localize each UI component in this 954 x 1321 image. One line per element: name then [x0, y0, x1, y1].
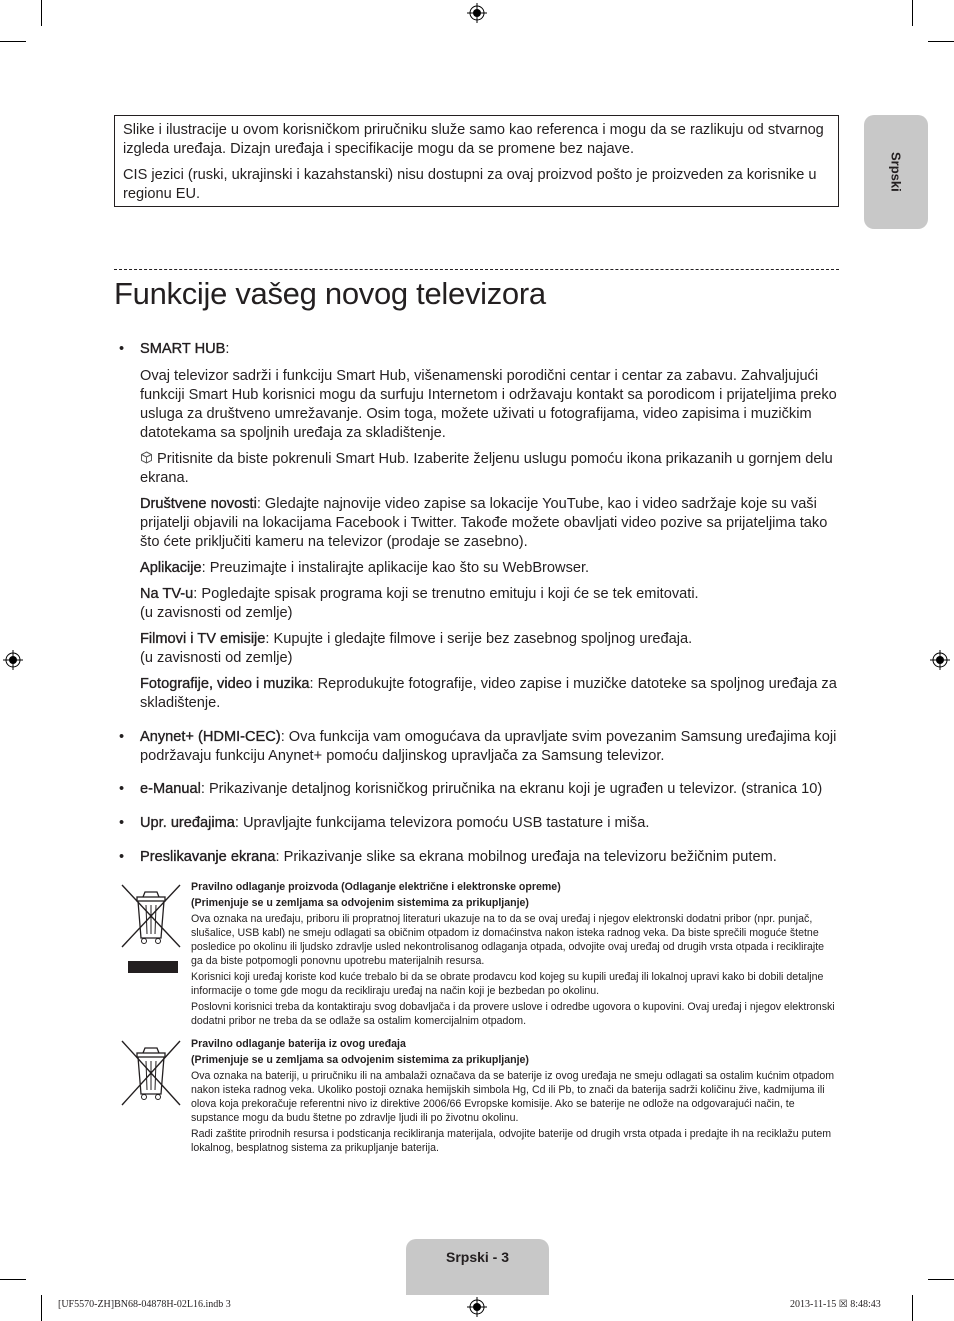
disposal-paragraph: Korisnici koji uređaj koriste kod kuće trebalo bi da se obrate prodavcu kod kojeg su kupili uređaj ili lokalnoj upravi kako bi dobili detaljne informacije o tome gde mogu da recikliraju uređaj na način koji je bezbedan po okolinu. — [191, 971, 824, 997]
feature-term: Upr. uređajima — [140, 815, 235, 831]
registration-mark-icon — [3, 650, 23, 670]
page-number: Srpski - 3 — [445, 1249, 510, 1265]
feature-term: Fotografije, video i muzika — [140, 676, 310, 692]
crop-mark — [0, 41, 26, 42]
crop-mark — [41, 0, 42, 26]
list-item — [114, 814, 839, 833]
disposal-subheading: (Primenjuje se u zemljama sa odvojenim sistemima za prikupljanje) — [191, 1054, 529, 1066]
feature-description: : Prikazivanje slike sa ekrana mobilnog uređaja na televizoru bežičnim putem. — [275, 849, 777, 865]
crossed-bin-battery-icon — [120, 1039, 182, 1109]
disposal-paragraph: Ova oznaka na uređaju, priboru ili propratnoj literaturi ukazuje na to da se ovaj uređaj i njegov elektronski dodatni pribor (npr. punjač, slušalice, USB kabl) ne smeju odlagati sa običnim otpadom iz domaćinstva nakon isteka radnog veka. Da biste sprečili moguće štetne posledice po okolinu ili ljudsko zdravlje usled nekontrolisanog odlaganja otpada, odvojite ovaj uređaj od drugih vrsta otpada i reciklirajte ga da biste potpomogli ponovnu upotrebu materijalnih resursa. — [191, 913, 825, 967]
feature-term: Filmovi i TV emisije — [140, 631, 266, 647]
smart-hub-press-text: Pritisnite da biste pokrenuli Smart Hub. Izaberite željenu uslugu pomoću ikona prikazanih u gornjem delu ekrana. — [140, 451, 833, 486]
registration-mark-icon — [467, 3, 487, 23]
crop-mark — [928, 41, 954, 42]
disposal-paragraph: Ova oznaka na bateriji, u priručniku ili na ambalaži označava da se baterije iz ovog uređaja ne smeju odlagati sa ostalim kućnim otpadom nakon isteka radnog veka. Ukoliko postoji oznaka hemijskih simbola Hg, Cd ili Pb, to znači da baterija sadrži količinu žive, kadmijuma ili olova koja prekoračuje referentni nivo iz direktive 2006/66 Evropske komisije. Ako se baterije ne odlože na odgovarajući način, te supstance mogu da budu štetne po zdravlje ljudi ili po životnu okolinu. — [191, 1070, 835, 1124]
feature-term: Aplikacije — [140, 560, 202, 576]
crop-mark — [928, 1279, 954, 1280]
list-item — [114, 340, 839, 713]
feature-term: e-Manual — [140, 781, 201, 797]
feature-term: SMART HUB — [140, 341, 226, 357]
crop-mark — [0, 1279, 26, 1280]
feature-description: : Pogledajte spisak programa koji se trenutno emituju i koji će se tek emitovati. — [193, 586, 699, 602]
feature-term: Društvene novosti — [140, 496, 257, 512]
feature-suffix: : — [225, 341, 230, 357]
disposal-heading: Pravilno odlaganje proizvoda (Odlaganje električne i elektronske opreme) — [191, 881, 561, 893]
feature-description: : Reprodukujte fotografije, video zapise i muzičke datoteke sa spoljnog uređaja za skladištenje. — [140, 676, 837, 711]
print-timestamp: 2013-11-15 ☒ 8:48:43 — [790, 1299, 881, 1310]
feature-note: (u zavisnosti od zemlje) — [140, 605, 293, 621]
crossed-bin-icon — [120, 883, 182, 975]
feature-description: : Gledajte najnovije video zapise sa lokacije YouTube, kao i video sadržaje koje su vaši prijatelji objavili na lokacijama Facebook i Twitter. Takođe možete obavljati video pozive sa prijateljima tako što ćete priključiti kameru na televizor (prodaje se zasebno). — [140, 496, 828, 550]
feature-term: Preslikavanje ekrana — [140, 849, 276, 865]
language-side-tab — [864, 115, 928, 229]
feature-description: : Kupujte i gledajte filmove i serije bez zasebnog spoljnog uređaja. — [265, 631, 693, 647]
registration-mark-icon — [930, 650, 950, 670]
feature-description: : Upravljajte funkcijama televizora pomoću USB tastature i miša. — [234, 815, 650, 831]
side-tab-label: Srpski — [888, 152, 904, 192]
disposal-subheading: (Primenjuje se u zemljama sa odvojenim sistemima za prikupljanje) — [191, 897, 529, 909]
smart-hub-icon — [140, 451, 153, 464]
notice-paragraph: Slike i ilustracije u ovom korisničkom priručniku služe samo kao referenca i mogu da se razlikuju od stvarnog izgleda uređaja. Dizajn uređaja i specifikacije mogu da se promene bez najave. — [123, 122, 824, 157]
page-title: Funkcije vašeg novog televizora — [114, 276, 546, 311]
registration-mark-icon — [467, 1297, 487, 1317]
page-number-tab — [406, 1239, 549, 1295]
feature-note: (u zavisnosti od zemlje) — [140, 650, 293, 666]
feature-description: : Ova funkcija vam omogućava da upravljate svim povezanim Samsung uređajima koji podržavaju funkciju Anynet+ pomoću daljinskog upravljača za Samsung televizor. — [140, 729, 837, 764]
notice-paragraph: CIS jezici (ruski, ukrajinski i kazahstanski) nisu dostupni za ovaj proizvod pošto je proizveden za korisnike u regionu EU. — [123, 167, 817, 202]
print-file-info: [UF5570-ZH]BN68-04878H-02L16.indb 3 — [58, 1299, 231, 1310]
feature-term: Anynet+ (HDMI-CEC) — [140, 729, 281, 745]
crop-mark — [912, 0, 913, 26]
feature-term: Na TV-u — [140, 586, 194, 602]
disposal-paragraph: Radi zaštite prirodnih resursa i podsticanja recikliranja materijala, odvojite baterije od drugih vrsta otpada i predajte ih na reciklažu putem lokalnog, besplatnog sistema za prikupljanje baterija. — [191, 1128, 832, 1154]
smart-hub-intro: Ovaj televizor sadrži i funkciju Smart Hub, višenamenski porodični centar i centar za zabavu. Zahvaljujući funkciji Smart Hub korisnici mogu da surfuju Internetom i održavaju kontakt sa porodicom i prijateljima preko usluga za društveno umrežavanje. Osim toga, možete uživati u fotografijama, video zapisima i muzičkim datotekama sa spoljnih uređaja za skladištenje. — [140, 368, 837, 441]
notice-box — [114, 115, 839, 207]
crop-mark — [41, 1295, 42, 1321]
list-item — [114, 780, 839, 799]
disposal-heading: Pravilno odlaganje baterija iz ovog uređaja — [191, 1038, 406, 1050]
disposal-paragraph: Poslovni korisnici treba da kontaktiraju svog dobavljača i da provere uslove i odredbe ugovora o kupovini. Ovaj uređaj i njegov elektronski dodatni pribor ne treba da se odlaže sa ostalim komercijalnim otpadom. — [191, 1001, 835, 1027]
feature-description: : Preuzimajte i instalirajte aplikacije kao što su WebBrowser. — [201, 560, 590, 576]
feature-list — [114, 340, 839, 867]
feature-description: : Prikazivanje detaljnog korisničkog priručnika na ekranu koji je ugrađen u televizor. (stranica 10) — [200, 781, 823, 797]
list-item — [114, 848, 839, 867]
list-item — [114, 728, 839, 766]
crop-mark — [912, 1295, 913, 1321]
section-divider — [114, 269, 839, 270]
